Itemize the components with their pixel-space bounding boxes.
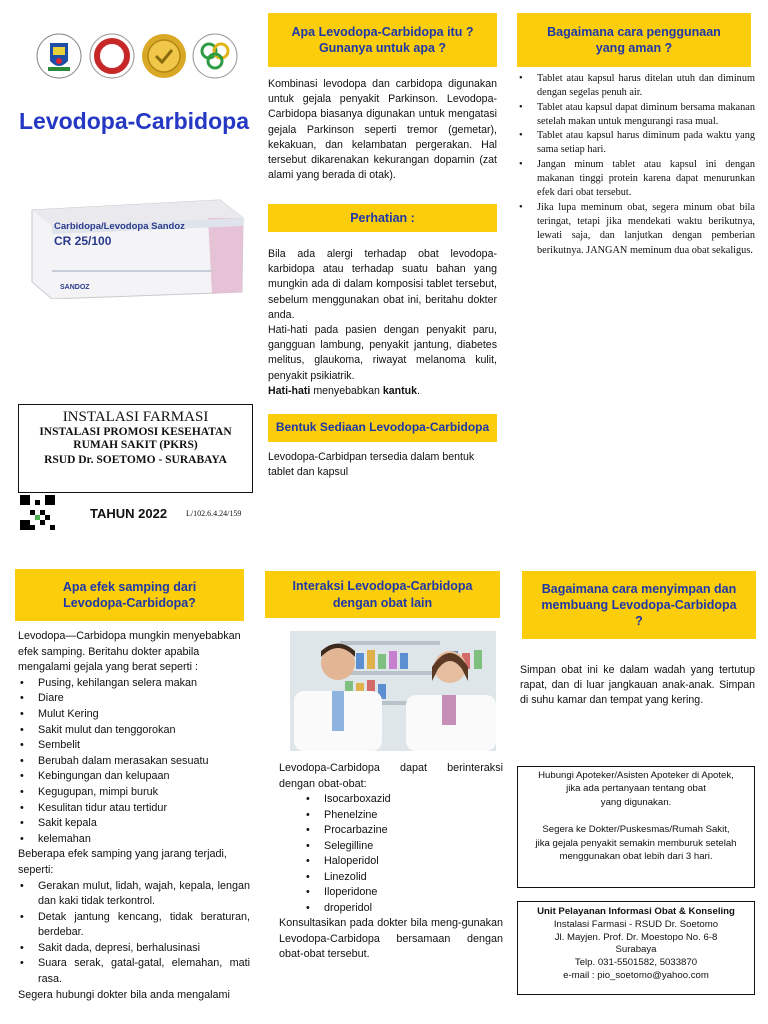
what-is-body: Kombinasi levodopa dan carbidopa digunakan untuk gejala penyakit Parkinson. Levodopa-Carbidopa biasanya digunakan untuk mengatasi gejala Parkinson seperti tremor (gemetar), kekakuan, dan kelambatan pergerakan. Hal tersebut dikarenakan kekurangan dopamin (zat alami yang berada di otak).: [268, 78, 497, 182]
safe-use-item: • Tablet atau kapsul harus diminum pada waktu yang sama setiap hari.: [517, 129, 755, 158]
side-effect-item: • Kegugupan, mimpi buruk: [18, 785, 250, 801]
gold-seal-logo: [141, 33, 187, 79]
side-effects-heading-text: Apa efek samping dari Levodopa-Carbidopa?: [62, 579, 197, 610]
safe-use-item: • Tablet atau kapsul dapat diminum bersama makanan setelah makan untuk mengurangi rasa mual.: [517, 101, 755, 130]
interactions-outro: Konsultasikan pada dokter bila meng-gunakan Levodopa-Carbidopa bersamaan dengan obat-obat tersebut.: [279, 917, 503, 960]
interacting-drugs-list: [279, 792, 503, 916]
service-unit-address: Jl. Mayjen. Prof. Dr. Moestopo No. 6-8: [554, 931, 718, 943]
safe-use-item: • Jika lupa meminum obat, segera minum obat bila teringat, tetapi jika mendekati waktu berikutnya, lewati saja, dan lanjutkan dengan pemberian berikutnya. JANGAN meminum dua obat sekaligus.: [517, 201, 755, 258]
side-effect-item: • Kebingungan dan kelupaan: [18, 769, 250, 785]
service-unit-title: Unit Pelayanan Informasi Obat & Konseling: [537, 906, 735, 917]
hospital-accreditation-logo: [89, 33, 135, 79]
rare-side-effect-item: • Suara serak, gatal-gatal, elemahan, mati rasa.: [18, 956, 250, 987]
what-is-heading-text: Apa Levodopa-Carbidopa itu ? Gunanya untuk apa ?: [291, 24, 474, 55]
interacting-drug-item: • Procarbazine: [304, 823, 503, 839]
service-unit-email: e-mail : pio_soetomo@yahoo.com: [563, 969, 709, 981]
leaflet-title: Levodopa-Carbidopa: [18, 108, 249, 134]
interacting-drug-item: • Linezolid: [304, 870, 503, 886]
service-unit-city: Surabaya: [615, 944, 657, 956]
service-unit-phone: Telp. 031-5501582, 5033870: [574, 957, 698, 969]
rare-side-effect-item: • Detak jantung kencang, tidak beraturan, berdebar.: [18, 910, 250, 941]
interacting-drug-item: • Haloperidol: [304, 854, 503, 870]
side-effects-outro: Segera hubungi dokter bila anda mengalami: [18, 988, 230, 1001]
attention-body: [268, 247, 497, 399]
dosage-forms-heading: [268, 414, 497, 442]
contact-line: jika gejala penyakit semakin memburuk setelah: [535, 837, 737, 849]
side-effects-heading: [15, 569, 244, 621]
interacting-drug-item: • droperidol: [304, 901, 503, 917]
safe-use-heading-text: Bagaimana cara penggunaan yang aman ?: [547, 24, 721, 55]
attention-caution-text: Hati-hati pada pasien dengan penyakit paru, gangguan lambung, penyakit jantung, diabetes melitus, glaukoma, riwayat melanoma kulit, penyakit psikiatrik.: [268, 324, 497, 382]
attention-heading: [268, 204, 497, 232]
document-code: L/102.6.4.24/159: [186, 509, 242, 518]
side-effect-item: • Sembelit: [18, 738, 250, 754]
safe-use-item: • Tablet atau kapsul harus ditelan utuh dan diminum dengan segelas penuh air.: [517, 72, 755, 101]
contact-line: Hubungi Apoteker/Asisten Apoteker di Apotek,: [538, 770, 734, 781]
side-effect-item: • Diare: [18, 691, 250, 707]
institution-line4: RSUD Dr. SOETOMO - SURABAYA: [44, 454, 227, 466]
contact-line: yang digunakan.: [600, 796, 672, 808]
attention-mid-text: menyebabkan: [310, 384, 383, 397]
year-label: TAHUN 2022: [90, 506, 168, 521]
storage-body: Simpan obat ini ke dalam wadah yang tertutup rapat, dan di luar jangkauan anak-anak. Simpan di suhu kamar dan tempat yang kering.: [520, 664, 755, 707]
rare-side-effects-intro: Beberapa efek samping yang jarang terjadi, seperti:: [18, 848, 227, 876]
dosage-forms-heading-text: Bentuk Sediaan Levodopa-Carbidopa: [275, 420, 490, 435]
institution-line1: INSTALASI FARMASI: [62, 409, 209, 425]
service-unit-box: [517, 901, 755, 995]
qr-code: [20, 495, 55, 530]
interactions-heading: [265, 571, 500, 618]
service-unit-line: Instalasi Farmasi - RSUD Dr. Soetomo: [553, 918, 719, 930]
side-effect-item: • Sakit mulut dan tenggorokan: [18, 723, 250, 739]
safe-use-list: [517, 72, 755, 258]
side-effect-item: • Sakit kepala: [18, 816, 250, 832]
institution-line2: INSTALASI PROMOSI KESEHATAN: [39, 426, 232, 438]
side-effect-item: • Mulut Kering: [18, 707, 250, 723]
rare-side-effects-list: [18, 879, 250, 988]
attention-heading-text: Perhatian :: [350, 210, 415, 225]
side-effects-body: [18, 629, 250, 1003]
side-effect-item: • kelemahan: [18, 832, 250, 848]
interacting-drug-item: • Phenelzine: [304, 808, 503, 824]
product-box-name-line2: CR 25/100: [54, 234, 112, 248]
interactions-intro: Levodopa-Carbidopa dapat berinteraksi dengan obat-obat:: [279, 762, 503, 790]
contact-line: menggunakan obat lebih dari 3 hari.: [559, 851, 713, 863]
attention-bold-drowsy: kantuk: [382, 384, 417, 397]
interactions-heading-text: Interaksi Levodopa-Carbidopa dengan obat lain: [292, 579, 473, 610]
what-is-heading: [268, 13, 497, 67]
storage-heading: [522, 571, 756, 639]
common-side-effects-list: [18, 676, 250, 848]
safe-use-item: • Jangan minum tablet atau kapsul ini dengan makanan tinggi protein karena dapat menurunkan efek dari obat tersebut.: [517, 158, 755, 201]
contact-line: jika ada pertanyaan tentang obat: [566, 783, 706, 795]
contact-line: Segera ke Dokter/Puskesmas/Rumah Sakit,: [542, 824, 730, 836]
east-java-emblem-logo: [36, 33, 82, 79]
side-effect-item: • Kesulitan tidur atau tertidur: [18, 801, 250, 817]
safe-drug-usage-logo: [192, 33, 238, 79]
rare-side-effect-item: • Sakit dada, depresi, berhalusinasi: [18, 941, 250, 957]
institution-box: [18, 404, 253, 493]
side-effect-item: • Pusing, kehilangan selera makan: [18, 676, 250, 692]
interacting-drug-item: • Iloperidone: [304, 885, 503, 901]
contact-box: [517, 766, 755, 888]
attention-end-text: .: [416, 384, 420, 397]
interacting-drug-item: • Selegilline: [304, 839, 503, 855]
side-effect-item: • Berubah dalam merasakan sesuatu: [18, 754, 250, 770]
product-box-brand: SANDOZ: [60, 284, 90, 291]
attention-bold-caution: Hati-hati: [268, 384, 311, 397]
interactions-body: [279, 761, 503, 963]
product-box-name-line1: Carbidopa/Levodopa Sandoz: [54, 221, 185, 232]
interacting-drug-item: • Isocarboxazid: [304, 792, 503, 808]
storage-heading-text: Bagaimana cara menyimpan dan membuang Levodopa-Carbidopa ?: [541, 581, 737, 629]
pharmacists-photo: [290, 631, 496, 751]
attention-drowsiness-text: [268, 384, 497, 399]
institution-line3: RUMAH SAKIT (PKRS): [73, 439, 198, 451]
safe-use-heading: [517, 13, 751, 67]
dosage-forms-body: Levodopa-Carbidpan tersedia dalam bentuk tablet dan kapsul: [268, 451, 475, 479]
attention-allergy-text: Bila ada alergi terhadap obat levodopa-karbidopa atau terhadap suatu bahan yang mungkin ada di dalam komposisi tablet tersebut, sebelum menggunakan obat ini, beritahu dokter anda.: [268, 248, 497, 321]
side-effects-intro: Levodopa—Carbidopa mungkin menyebabkan efek samping. Beritahu dokter apabila mengalami gejala yang berat seperti :: [18, 630, 241, 674]
rare-side-effect-item: • Gerakan mulut, lidah, wajah, kepala, lengan dan kaki tidak terkontrol.: [18, 879, 250, 910]
